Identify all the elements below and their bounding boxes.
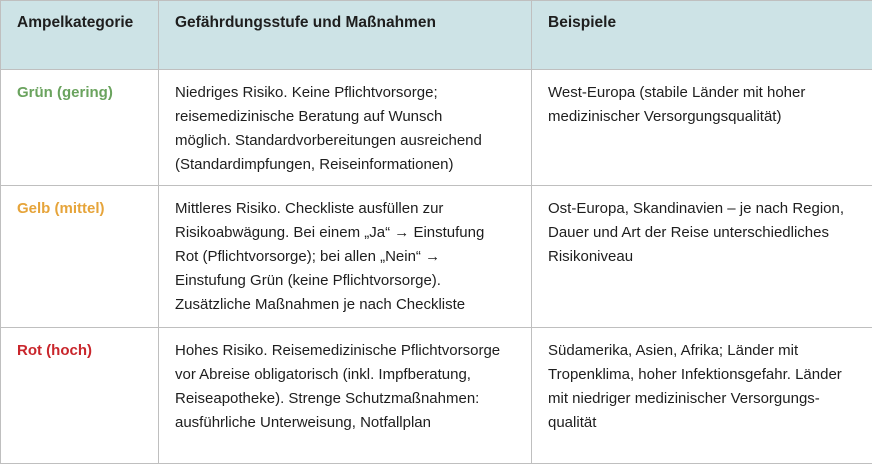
examples-line: Südamerika, Asien, Afrika; Länder mit: [548, 339, 856, 363]
category-label-green: Grün (gering): [17, 84, 113, 101]
table-row: [1, 186, 872, 328]
header-ampelkategorie: Ampelkategorie: [1, 1, 159, 70]
examples-cell: [532, 186, 872, 328]
header-beispiele: Beispiele: [532, 1, 872, 70]
measures-line: Hohes Risiko. Reisemedizinische Pflichtvorsorge: [175, 339, 515, 363]
measures-line: (Standardimpfungen, Reiseinformationen): [175, 153, 515, 177]
examples-line: qualität: [548, 411, 856, 435]
measures-line: Zusätzliche Maßnahmen je nach Checkliste: [175, 293, 515, 317]
category-cell: [1, 70, 159, 186]
measures-line: vor Abreise obligatorisch (inkl. Impfberatung,: [175, 363, 515, 387]
measures-line: ausführliche Unterweisung, Notfallplan: [175, 411, 515, 435]
measures-cell: [159, 328, 532, 464]
table-header-row: [1, 1, 872, 70]
measures-line: möglich. Standardvorbereitungen ausreichend: [175, 129, 515, 153]
table-row: [1, 328, 872, 464]
measures-line: Mittleres Risiko. Checkliste ausfüllen zur: [175, 197, 515, 221]
measures-line: reisemedizinische Beratung auf Wunsch: [175, 105, 515, 129]
table-row: [1, 70, 872, 186]
examples-line: mit niedriger medizinischer Versorgungs-: [548, 387, 856, 411]
measures-cell: [159, 70, 532, 186]
examples-line: Dauer und Art der Reise unterschiedliches: [548, 221, 856, 245]
category-label-yellow: Gelb (mittel): [17, 200, 105, 217]
category-cell: [1, 186, 159, 328]
examples-line: West-Europa (stabile Länder mit hoher: [548, 81, 856, 105]
examples-line: medizinischer Versorgungsqualität): [548, 105, 856, 129]
header-gefaehrdungsstufe: Gefährdungsstufe und Maßnahmen: [159, 1, 532, 70]
measures-line: Risikoabwägung. Bei einem „Ja“ → Einstufung: [175, 221, 515, 245]
measures-line: Niedriges Risiko. Keine Pflichtvorsorge;: [175, 81, 515, 105]
measures-cell: [159, 186, 532, 328]
examples-line: Tropenklima, hoher Infektionsgefahr. Länder: [548, 363, 856, 387]
measures-line: Reiseapotheke). Strenge Schutzmaßnahmen:: [175, 387, 515, 411]
category-label-red: Rot (hoch): [17, 342, 92, 359]
measures-line: Rot (Pflichtvorsorge); bei allen „Nein“ →: [175, 245, 515, 269]
examples-line: Ost-Europa, Skandinavien – je nach Region,: [548, 197, 856, 221]
examples-line: Risikoniveau: [548, 245, 856, 269]
examples-cell: [532, 70, 872, 186]
examples-cell: [532, 328, 872, 464]
category-cell: [1, 328, 159, 464]
measures-line: Einstufung Grün (keine Pflichtvorsorge).: [175, 269, 515, 293]
